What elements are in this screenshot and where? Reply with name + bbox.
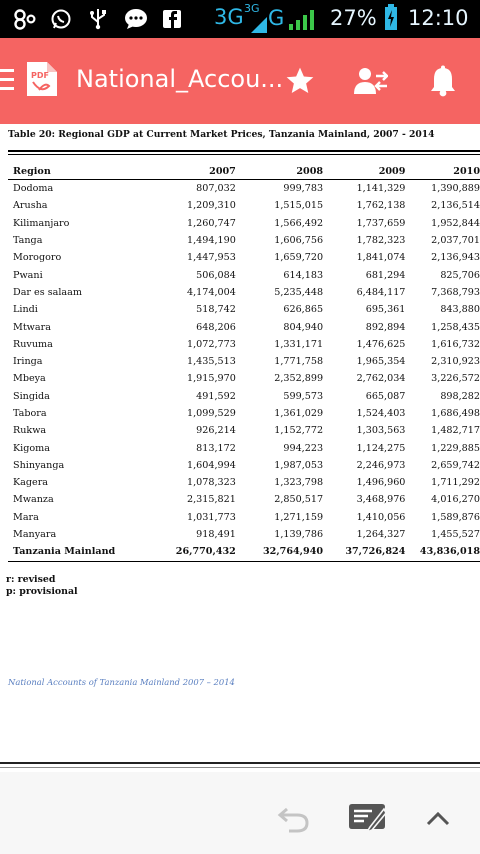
usb-icon	[88, 8, 108, 30]
title-rule-thin	[8, 154, 480, 155]
table-row	[8, 353, 480, 370]
value-cell: 1,209,310	[187, 200, 236, 212]
value-cell: 1,139,786	[274, 529, 324, 541]
region-cell: Mara	[13, 511, 39, 523]
value-cell: 2,762,034	[356, 373, 406, 385]
value-cell: 892,894	[365, 321, 406, 333]
region-cell: Singida	[13, 390, 50, 402]
table-row	[8, 370, 480, 387]
value-cell: 1,686,498	[431, 408, 480, 419]
table-header-row	[8, 163, 480, 180]
document-title: National_Accou...	[76, 65, 284, 93]
value-cell: 1,659,720	[274, 252, 324, 264]
value-cell: 3,468,976	[356, 494, 406, 506]
network-g-label: G	[268, 6, 285, 30]
value-cell: 1,390,889	[431, 183, 480, 195]
value-cell: 1,229,885	[431, 442, 480, 454]
battery-percent: 27%	[330, 6, 377, 30]
value-cell: 1,258,435	[431, 321, 480, 333]
value-cell: 1,515,015	[274, 200, 324, 212]
undo-icon[interactable]	[274, 798, 314, 838]
value-cell: 843,880	[440, 304, 480, 316]
table-row	[8, 249, 480, 266]
value-cell: 1,323,798	[274, 477, 324, 489]
value-cell: 599,573	[283, 390, 324, 402]
value-cell: 3,226,572	[431, 373, 480, 385]
bell-icon[interactable]	[422, 60, 464, 102]
clock: 12:10	[408, 6, 469, 30]
total-value: 43,836,018	[405, 543, 480, 561]
total-value: 37,726,824	[323, 543, 405, 561]
value-cell: 2,850,517	[274, 494, 324, 506]
value-cell: 999,783	[283, 183, 324, 195]
table-row	[8, 526, 480, 543]
table-row	[8, 405, 480, 422]
chat-icon	[124, 8, 148, 30]
value-cell: 1,616,732	[431, 338, 480, 350]
page-separator	[0, 762, 480, 764]
region-cell: Morogoro	[13, 252, 62, 264]
value-cell: 1,566,492	[274, 217, 324, 229]
value-cell: 2,037,701	[431, 235, 480, 247]
value-cell: 614,183	[283, 269, 324, 281]
value-cell: 1,331,171	[274, 338, 324, 350]
value-cell: 813,172	[196, 442, 236, 454]
value-cell: 1,952,844	[431, 217, 480, 229]
value-cell: 1,271,159	[274, 511, 324, 523]
page-footer: National Accounts of Tanzania Mainland 2007 – 2014	[8, 677, 235, 687]
value-cell: 1,737,659	[356, 217, 406, 229]
region-cell: Kigoma	[13, 442, 50, 454]
value-cell: 825,706	[440, 269, 480, 281]
value-cell: 1,078,323	[187, 477, 236, 489]
star-icon[interactable]	[279, 60, 321, 102]
value-cell: 1,782,323	[356, 235, 406, 247]
value-cell: 994,223	[283, 442, 324, 454]
table-body	[8, 180, 480, 562]
value-cell: 2,246,973	[356, 459, 406, 471]
total-row	[8, 543, 480, 561]
total-label: Tanzania Mainland	[8, 543, 131, 561]
network-type-sup: 3G	[244, 2, 260, 15]
region-cell: Tabora	[13, 408, 47, 419]
region-cell: Pwani	[13, 269, 43, 281]
value-cell: 2,315,821	[187, 494, 236, 506]
battery-icon	[384, 6, 398, 28]
value-cell: 1,264,327	[356, 529, 406, 541]
region-cell: Ruvuma	[13, 338, 53, 350]
value-cell: 1,455,527	[431, 529, 480, 541]
value-cell: 1,141,329	[356, 183, 406, 195]
value-cell: 1,410,056	[356, 511, 406, 523]
title-rule	[8, 150, 480, 152]
value-cell: 695,361	[365, 304, 406, 316]
signal-icon	[288, 8, 318, 30]
table-row	[8, 439, 480, 456]
value-cell: 1,476,625	[356, 338, 406, 350]
value-cell: 626,865	[283, 304, 324, 316]
table-row	[8, 457, 480, 474]
value-cell: 5,235,448	[274, 286, 324, 298]
bottom-toolbar	[0, 772, 480, 854]
value-cell: 1,435,513	[187, 356, 236, 368]
value-cell: 1,361,029	[274, 408, 324, 419]
app-bar	[0, 38, 480, 124]
value-cell: 2,659,742	[431, 459, 480, 471]
value-cell: 1,604,994	[187, 459, 236, 471]
value-cell: 491,592	[196, 390, 236, 402]
value-cell: 926,214	[196, 425, 236, 437]
value-cell: 4,016,270	[431, 494, 480, 506]
value-cell: 807,032	[196, 183, 236, 195]
value-cell: 4,174,004	[187, 286, 236, 298]
note-provisional: p: provisional	[6, 586, 78, 597]
region-cell: Lindi	[13, 304, 38, 316]
region-cell: Shinyanga	[13, 459, 65, 471]
annotate-icon[interactable]	[348, 798, 388, 838]
whatsapp-icon	[50, 8, 72, 30]
facebook-icon	[162, 8, 182, 30]
note-revised: r: revised	[6, 574, 56, 585]
table-row	[8, 422, 480, 439]
chevron-up-icon[interactable]	[418, 798, 458, 838]
column-header: 2010	[453, 165, 480, 177]
value-cell: 1,260,747	[187, 217, 236, 229]
value-cell: 1,494,190	[187, 235, 236, 247]
infinity-icon	[12, 8, 36, 30]
region-cell: Manyara	[13, 529, 57, 541]
svg-text:PDF: PDF	[31, 71, 49, 80]
signal-icon-small	[250, 14, 268, 36]
value-cell: 1,965,354	[356, 356, 406, 368]
value-cell: 1,303,563	[356, 425, 406, 437]
total-value: 26,770,432	[131, 543, 236, 561]
value-cell: 518,742	[196, 304, 236, 316]
value-cell: 1,152,772	[274, 425, 324, 437]
table-row	[8, 215, 480, 232]
value-cell: 506,084	[196, 269, 236, 281]
value-cell: 648,206	[196, 321, 236, 333]
value-cell: 1,762,138	[356, 200, 406, 212]
table-row	[8, 509, 480, 526]
value-cell: 1,606,756	[274, 235, 324, 247]
table-row	[8, 318, 480, 335]
table-row	[8, 474, 480, 491]
value-cell: 1,447,953	[187, 252, 236, 264]
column-header: 2009	[378, 165, 406, 177]
region-cell: Dodoma	[13, 183, 54, 195]
column-header: Region	[13, 165, 51, 177]
value-cell: 2,136,514	[431, 200, 480, 212]
value-cell: 1,987,053	[274, 459, 324, 471]
menu-icon[interactable]	[0, 69, 14, 91]
value-cell: 1,496,960	[356, 477, 406, 489]
column-header: 2008	[296, 165, 324, 177]
region-cell: Arusha	[13, 200, 48, 212]
table-title: Table 20: Regional GDP at Current Market Prices, Tanzania Mainland, 2007 - 2014	[8, 129, 435, 140]
table-row	[8, 180, 480, 198]
value-cell: 1,524,403	[356, 408, 406, 419]
region-cell: Iringa	[13, 356, 43, 368]
value-cell: 898,282	[440, 390, 480, 402]
table-row	[8, 284, 480, 301]
user-settings-icon[interactable]	[350, 60, 392, 102]
pdf-icon	[25, 60, 59, 102]
table-row	[8, 266, 480, 283]
value-cell: 1,841,074	[356, 252, 406, 264]
value-cell: 7,368,793	[431, 286, 480, 298]
status-bar	[0, 0, 480, 38]
region-cell: Mtwara	[13, 321, 51, 333]
value-cell: 665,087	[365, 390, 406, 402]
region-cell: Kilimanjaro	[13, 217, 70, 229]
value-cell: 1,589,876	[431, 511, 480, 523]
value-cell: 804,940	[283, 321, 324, 333]
value-cell: 1,124,275	[356, 442, 406, 454]
total-value: 32,764,940	[236, 543, 323, 561]
value-cell: 1,711,292	[431, 477, 480, 489]
value-cell: 681,294	[365, 269, 406, 281]
value-cell: 1,099,529	[187, 408, 236, 419]
page-separator-thin	[0, 767, 480, 768]
value-cell: 2,310,923	[431, 356, 480, 368]
value-cell: 1,031,773	[187, 511, 236, 523]
table-row	[8, 336, 480, 353]
column-header: 2007	[209, 165, 236, 177]
value-cell: 2,352,899	[274, 373, 324, 385]
region-cell: Mbeya	[13, 373, 46, 385]
region-cell: Rukwa	[13, 425, 47, 437]
region-cell: Dar es salaam	[13, 286, 82, 298]
value-cell: 2,136,943	[431, 252, 480, 264]
table-row	[8, 232, 480, 249]
value-cell: 1,771,758	[274, 356, 324, 368]
pdf-page[interactable]	[0, 124, 480, 764]
region-cell: Tanga	[13, 235, 43, 247]
table-row	[8, 388, 480, 405]
value-cell: 1,915,970	[187, 373, 236, 385]
region-cell: Kagera	[13, 477, 49, 489]
region-cell: Mwanza	[13, 494, 54, 506]
gdp-table	[8, 163, 480, 562]
table-row	[8, 301, 480, 318]
table-row	[8, 491, 480, 508]
value-cell: 918,491	[196, 529, 236, 541]
value-cell: 1,072,773	[187, 338, 236, 350]
value-cell: 1,482,717	[431, 425, 480, 437]
table-row	[8, 197, 480, 214]
value-cell: 6,484,117	[356, 286, 406, 298]
network-type-label: 3G	[214, 5, 244, 29]
